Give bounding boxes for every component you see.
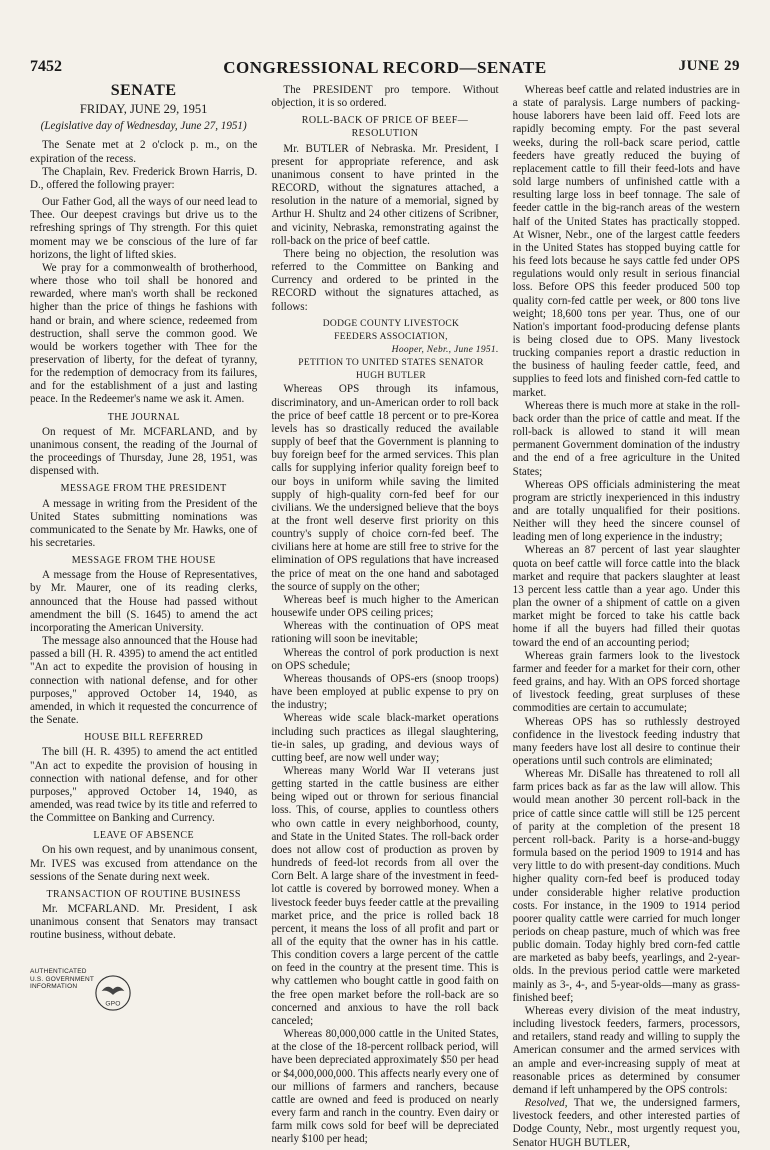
petition-address: FEEDERS ASSOCIATION, [334,331,448,342]
seal-line: U.S. GOVERNMENT [30,975,95,983]
page-date: JUNE 29 [678,58,740,74]
section-heading: HOUSE BILL REFERRED [84,732,204,744]
gpo-authentication-seal [30,968,140,1008]
petition-paragraph: Whereas every division of the meat industry, including livestock feeders, farmers, processors, and retailers, stand ready and willing to supply the American consumer and the armed services with an ample and ever-increasing supply of meat at reasonable prices as determined by consumer demand if left unhampered by the OPS controls: [512,1004,740,1096]
page-header [30,58,740,82]
prayer-paragraph: We pray for a commonwealth of brotherhood, where those who toil shall be honored and rewarded, where man's worth shall be reckoned higher than the price of things he fashions with hand or brain, and where science, redeemed from destruction, shall serve the common good. We would be workers together with Thee for the preservation of liberty, for the defeat of tyranny, for the redemption of democracy from its failures, and for the establishment of a just and lasting peace. In the Redeemer's name we ask it. Amen. [30,261,258,406]
petition-paragraph: Whereas OPS through its infamous, discriminatory, and un-American order to roll back the price of beef cattle 18 percent or to pre-Korea levels has so drastically reduced the available supply of beef that the Government is planning to buy foreign beef for the armed services. This plan calls for supplying inferior quality foreign beef to our boys in uniform while saving the limited supply of high-quality corn-fed beef for our civilians. We the undersigned believe that the boys at the front well deserve first priority on this country's supply of choice corn-fed beef. The civilians here at home are still free to strive for the elimination of OPS regulations that have increased the price of meat on the one hand and sabotaged the source of supply on the other; [271,383,499,593]
prayer-paragraph: Our Father God, all the ways of our need lead to Thee. Our deepest cravings but drive us to the refreshing springs of Thy strength. For this quiet moment may we be conscious of the lure of far horizons, the light of lifted skies. [30,196,258,261]
petition-paragraph: Whereas the control of pork production is next on OPS schedule; [271,646,499,672]
petition-paragraph: Whereas many World War II veterans just getting started in the cattle business are either being wiped out or thrown for serious financial loss. This, of course, applies to countless others who own cattle in every neighborhood, county, and State in the United States. The roll-back order does not allow cost of production as proven by hundreds of feed-lot records from all over the Corn Belt. A large share of the investment in feed-lot cattle is covered by borrowed money. When a livestock feeder buys feeder cattle at the prevailing market price, and the price is rolled back 18 percent, it means the loss of all profit and part or all of the equity that the owner has in his cattle. This condition covers a large percent of the cattle on feed in the country at the present time. This is why cattlemen who bought cattle in good faith on the free open market before the roll-back are so concerned and anxious to have the roll back canceled; [271,764,499,1027]
paragraph: On his own request, and by unanimous consent, Mr. IVES was excused from attendance on the sessions of the Senate during next week. [30,844,258,883]
column-2 [271,84,498,1150]
petition-paragraph: Whereas OPS officials administering the meat program are strictly inexperienced in this industry and are totally unqualified for their positions. Neither will they heed the sincere counsel of leading men of long experience in the industry; [512,478,740,544]
section-heading: ROLL-BACK OF PRICE OF BEEF—RESOLUTION [301,115,469,140]
paragraph: On request of Mr. MCFARLAND, and by unanimous consent, the reading of the Journal of the proceedings of Thursday, June 28, 1951, was dispensed with. [30,425,258,478]
petition-address: DODGE COUNTY LIVESTOCK [322,318,460,329]
resolved-lead: Resolved, [524,1097,568,1110]
petition-title: HUGH BUTLER [355,371,427,382]
resolution-text: That we, the undersigned farmers, livestock feeders, and other interested parties of Dodge County, Nebr., most urgently request you, Senator HUGH BUTLER, [512,1097,740,1149]
paragraph: There being no objection, the resolution was referred to the Committee on Banking and Currency and ordered to be printed in the RECORD without the signatures attached, as follows: [271,247,499,313]
page-number: 7452 [30,58,62,75]
petition-paragraph: Whereas 80,000,000 cattle in the United States, at the close of the 18-percent rollback period, will have been depreciated approximately $50 per head or $4,000,000,000. This affects nearly every one of our millions of farmers and ranchers, because cattle are owned and feed is produced on nearly every farm and ranch in the country. Even dairy or farm milk cows sold for beef will be depreciated nearly $100 per head; [271,1028,499,1146]
petition-paragraph: Whereas Mr. DiSalle has threatened to roll all farm prices back as far as the law will allow. This would mean another 30 percent roll-back in the price of cattle since cattle will still be 125 percent of parity at the completion of the present 18 percent roll-back. Parity is a horse-and-buggy formula based on the period 1909 to 1914 and has very little to do with present-day conditions. Much higher quality corn-fed beef is produced today under considerable higher relative production costs. For instance, in the 1909 to 1914 period poorer quality cattle were carried for much longer periods on cheap pasture, much of which was free public domain. Today highly bred corn-fed cattle are marketed as baby beefs, yearlings, and 2-year-olds. In the previous period cattle were marketed mainly as 3-, 4-, and 5-year-olds—many as grass-finished beef; [512,768,740,1004]
legislative-day: (Legislative day of Wednesday, June 27, 1951) [40,120,247,133]
petition-paragraph: Whereas with the continuation of OPS meat rationing will soon be inevitable; [271,620,499,646]
petition-title: PETITION TO UNITED STATES SENATOR [298,358,484,369]
petition-paragraph: Whereas wide scale black-market operations including such practices as illegal slaughtering, tie-in sales, up grading, and devious ways of cutting beef, are now well under way; [271,712,499,764]
section-heading: THE JOURNAL [107,411,180,423]
seal-line: AUTHENTICATED [30,968,87,975]
paragraph: The Senate met at 2 o'clock p. m., on the expiration of the recess. [30,139,258,165]
section-heading: MESSAGE FROM THE PRESIDENT [60,483,227,495]
gpo-eagle-icon [94,974,132,1012]
petition-place-date: Hooper, Nebr., June 1951. [391,344,499,355]
petition-paragraph: Whereas grain farmers look to the livestock farmer and feeder for a market for their corn, other feed grains, and hay. With an OPS forced shortage of livestock feeding, great surpluses of these commodities are certain to accumulate; [512,649,740,715]
section-heading: LEAVE OF ABSENCE [93,830,194,842]
publication-title: CONGRESSIONAL RECORD—SENATE [223,58,547,77]
paragraph: The Chaplain, Rev. Frederick Brown Harris, D. D., offered the following prayer: [30,165,258,191]
gpo-badge-label: GPO [105,1000,121,1008]
section-heading: MESSAGE FROM THE HOUSE [71,555,216,567]
session-day: FRIDAY, JUNE 29, 1951 [79,102,208,117]
petition-paragraph: Whereas an 87 percent of last year slaughter quota on beef cattle will force cattle into the black market and require that packers slaughter at least 13 percent less cattle than a year ago. Under this plan the owner of a shipment of cattle on a given market might be forced to take his cattle back home if all the buyers had filled their quotas toward the end of an accounting period; [512,544,740,649]
petition-paragraph: Whereas beef is much higher to the American housewife under OPS ceiling prices; [271,593,499,620]
paragraph: The message also announced that the House had passed a bill (H. R. 4395) to amend the act entitled "An act to expedite the provision of housing in connection with national defense, and for other purposes," approved October 14, 1940, as amended, in which it requested the concurrence of the Senate. [30,635,258,727]
petition-paragraph: Whereas there is much more at stake in the roll-back order than the price of cattle and meat. If the roll-back is allowed to stand it will mean permanent Government domination of the industry and the end of a free agriculture in the United States; [512,399,740,478]
paragraph: The bill (H. R. 4395) to amend the act entitled "An act to expedite the provision of housing in connection with national defense, and for other purposes," approved October 14, 1940, as amended, was read twice by its title and referred to the Committee on Banking and Currency. [30,746,258,825]
section-heading: TRANSACTION OF ROUTINE BUSINESS [46,888,241,900]
petition-paragraph: Whereas thousands of OPS-ers (snoop troops) have been employed at public expense to pry on the industry; [271,672,499,712]
seal-line: INFORMATION [30,983,78,990]
petition-paragraph: Whereas beef cattle and related industries are in a state of paralysis. Large numbers of packing-house laborers have been laid off. Feed lots are rapidly becoming empty. For the past several weeks, during the roll-back scare period, cattle feeders have greatly reduced the buying of replacement cattle to fill their feed-lots and have sold large numbers of unfinished cattle with a resulting large loss in beef tonnage. The sale of feeder cattle in the big-ranch areas of the western half of the United States has practically stopped. At Wisner, Nebr., one of the largest cattle feeders in the United States has stopped buying cattle for his feed lots because he says cattle fed under OPS regulations would only result in serious financial loss. Before OPS this feeder produced 500 top quality corn-fed cattle per week, or 800 tons live weight; 18,600 tons per year. Thus, one of our Nation's important food-producing defense plants is being closed due to OPS. Many livestock trucking companies report a drastic reduction in the business of hauling feeder cattle, feed, and supplies to feed lots and finished corn-fed cattle to market. [512,84,740,399]
paragraph: The PRESIDENT pro tempore. Without objection, it is so ordered. [271,84,499,110]
paragraph: A message in writing from the President of the United States submitting nominations was communicated to the Senate by Mr. Hawks, one of his secretaries. [30,497,258,549]
column-3 [513,84,740,1150]
paragraph: A message from the House of Representatives, by Mr. Maurer, one of its reading clerks, announced that the House had passed without amendment the bill (S. 1645) to amend the act incorporating the American University. [30,569,258,634]
senate-heading: SENATE [110,82,177,99]
paragraph: Mr. MCFARLAND. Mr. President, I ask unanimous consent that Senators may transact routine business, without debate. [30,903,258,942]
petition-resolution [513,1097,740,1150]
petition-paragraph: Whereas OPS has so ruthlessly destroyed confidence in the livestock feeding industry that many feeders have lost all desire to continue their operations until such controls are eliminated; [512,715,740,767]
paragraph: Mr. BUTLER of Nebraska. Mr. President, I present for appropriate reference, and ask unanimous consent to have printed in the RECORD, without the signatures attached, a resolution in the nature of a memorial, signed by Arthur H. Shultz and 24 other citizens of Scribner, and vicinity, Nebraska, remonstrating against the roll-back on the price of beef cattle. [271,142,499,247]
